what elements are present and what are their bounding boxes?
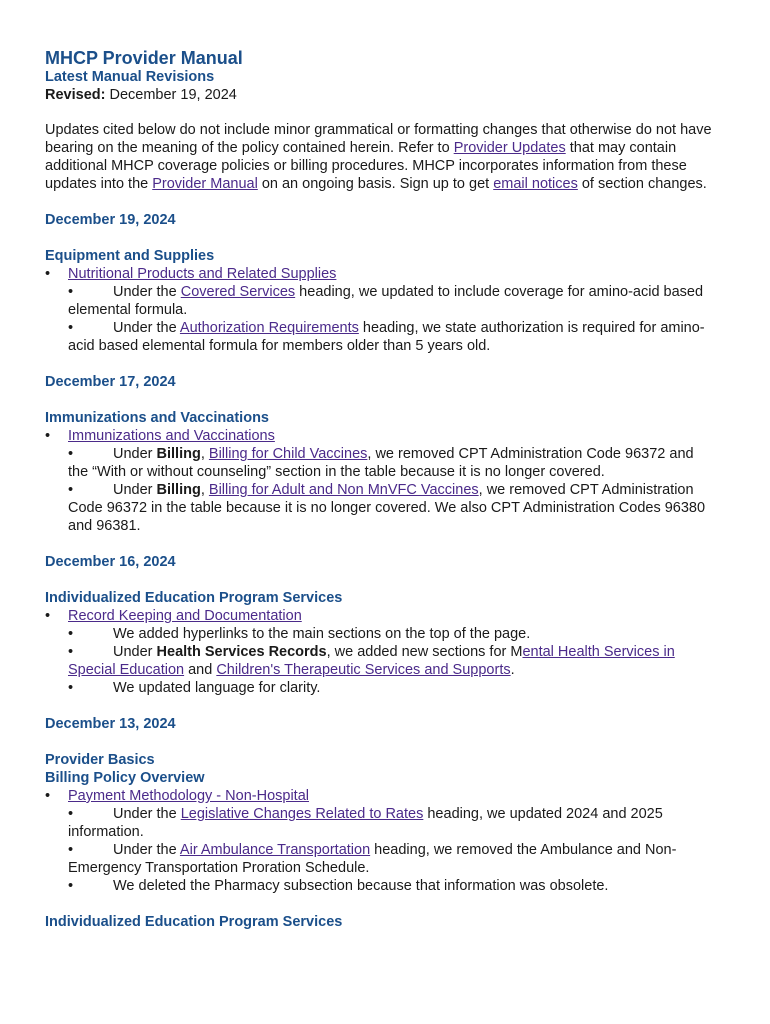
immunizations-link[interactable]: Immunizations and Vaccinations xyxy=(68,428,275,444)
authorization-requirements-link[interactable]: Authorization Requirements xyxy=(179,320,359,336)
text: heading, we state authorization is required for amino-acid based elemental formula for members older than 5 years old. xyxy=(68,320,705,354)
update-date: December 17, 2024 xyxy=(45,374,176,390)
section-heading: Individualized Education Program Services xyxy=(45,590,343,606)
update-list xyxy=(45,427,725,445)
childrens-therapeutic-services-link[interactable]: Children's Therapeutic Services and Supports xyxy=(216,662,511,678)
list-item xyxy=(68,679,708,697)
text: heading, we updated to include coverage for amino-acid based elemental formula. xyxy=(68,284,704,318)
list-item xyxy=(68,805,708,841)
list-item xyxy=(68,319,708,355)
section-heading: Individualized Education Program Services xyxy=(45,914,343,930)
bullet: • xyxy=(68,626,74,642)
change-list xyxy=(45,283,708,355)
payment-methodology-link[interactable]: Payment Methodology - Non-Hospital xyxy=(68,788,309,804)
text: heading, we removed the Ambulance and Non-Emergency Transportation Proration Schedule. xyxy=(68,842,677,876)
bullet: • xyxy=(68,644,74,660)
change-list xyxy=(45,805,708,895)
text: , we removed CPT Administration Code 96372 in the table because it is no longer covered. We also CPT Administration Codes 96380 and 96381. xyxy=(68,482,706,534)
text: Under xyxy=(113,644,157,660)
list-item xyxy=(68,481,708,535)
text: , xyxy=(200,446,209,462)
list-item xyxy=(45,265,725,283)
covered-services-link[interactable]: Covered Services xyxy=(180,284,296,300)
change-list xyxy=(45,625,708,697)
text: Under xyxy=(113,482,157,498)
bullet: • xyxy=(45,266,51,282)
section-heading: Provider Basics xyxy=(45,752,155,768)
legislative-changes-link[interactable]: Legislative Changes Related to Rates xyxy=(180,806,424,822)
bullet: • xyxy=(68,842,74,858)
update-date: December 19, 2024 xyxy=(45,212,176,228)
bullet: • xyxy=(45,428,51,444)
intro-text: that may contain additional MHCP coverage policies or billing procedures. MHCP incorporates information from these updates into the xyxy=(45,140,687,192)
bold-text: Billing xyxy=(156,446,201,462)
update-date: December 16, 2024 xyxy=(45,554,176,570)
list-item xyxy=(68,643,708,679)
bullet: • xyxy=(68,320,74,336)
subsection-heading: Billing Policy Overview xyxy=(45,770,205,786)
page-title: MHCP Provider Manual xyxy=(45,48,243,68)
text: Under the xyxy=(113,284,181,300)
text: , we removed CPT Administration Code 96372 and the “With or without counseling” section in the table because it is no longer covered. xyxy=(68,446,694,480)
page-subtitle: Latest Manual Revisions xyxy=(45,69,215,85)
section-heading: Equipment and Supplies xyxy=(45,248,215,264)
update-list xyxy=(45,787,725,805)
update-list xyxy=(45,607,725,625)
list-item xyxy=(68,841,708,877)
email-notices-link[interactable]: email notices xyxy=(493,176,578,192)
list-item xyxy=(68,877,708,895)
bullet: • xyxy=(45,788,51,804)
nutritional-products-link[interactable]: Nutritional Products and Related Supplies xyxy=(68,266,337,282)
billing-adult-vaccines-link[interactable]: Billing for Adult and Non MnVFC Vaccines xyxy=(208,482,479,498)
text: We added hyperlinks to the main sections on the top of the page. xyxy=(113,626,531,642)
revised-date: December 19, 2024 xyxy=(105,87,237,103)
list-item xyxy=(45,427,725,445)
bullet: • xyxy=(45,608,51,624)
text: , xyxy=(200,482,209,498)
bullet: • xyxy=(68,482,74,498)
change-list xyxy=(45,445,708,535)
list-item xyxy=(45,787,725,805)
text: , we added new sections for M xyxy=(326,644,523,660)
text: Under the xyxy=(113,842,180,858)
billing-child-vaccines-link[interactable]: Billing for Child Vaccines xyxy=(208,446,368,462)
bullet: • xyxy=(68,446,74,462)
list-item xyxy=(68,445,708,481)
bold-text: Health Services Records xyxy=(156,644,327,660)
bullet: • xyxy=(68,284,74,300)
list-item xyxy=(68,625,708,643)
bullet: • xyxy=(68,878,74,894)
intro-paragraph xyxy=(45,121,715,193)
text: heading, we updated 2024 and 2025 information. xyxy=(68,806,663,840)
text: and xyxy=(184,662,217,678)
bullet: • xyxy=(68,680,74,696)
text: . xyxy=(510,662,515,678)
section-heading: Immunizations and Vaccinations xyxy=(45,410,269,426)
bold-text: Billing xyxy=(156,482,201,498)
revised-label: Revised: xyxy=(45,87,106,103)
bullet: • xyxy=(68,806,74,822)
text: Under xyxy=(113,446,157,462)
mental-health-services-link[interactable]: ental Health Services in Special Education xyxy=(68,644,675,678)
provider-manual-link[interactable]: Provider Manual xyxy=(152,176,258,192)
text: We updated language for clarity. xyxy=(113,680,321,696)
intro-text: of section changes. xyxy=(577,176,707,192)
intro-text: on an ongoing basis. Sign up to get xyxy=(257,176,494,192)
update-list xyxy=(45,265,725,283)
provider-updates-link[interactable]: Provider Updates xyxy=(453,140,566,156)
text: We deleted the Pharmacy subsection because that information was obsolete. xyxy=(113,878,609,894)
record-keeping-link[interactable]: Record Keeping and Documentation xyxy=(68,608,302,624)
air-ambulance-link[interactable]: Air Ambulance Transportation xyxy=(179,842,371,858)
revised-line xyxy=(45,86,725,104)
update-date: December 13, 2024 xyxy=(45,716,176,732)
intro-text: Updates cited below do not include minor grammatical or formatting changes that otherwise do not have bearing on the meaning of the policy contained herein. Refer to xyxy=(45,122,712,156)
list-item xyxy=(45,607,725,625)
text: Under the xyxy=(113,806,181,822)
list-item xyxy=(68,283,708,319)
text: Under the xyxy=(113,320,180,336)
